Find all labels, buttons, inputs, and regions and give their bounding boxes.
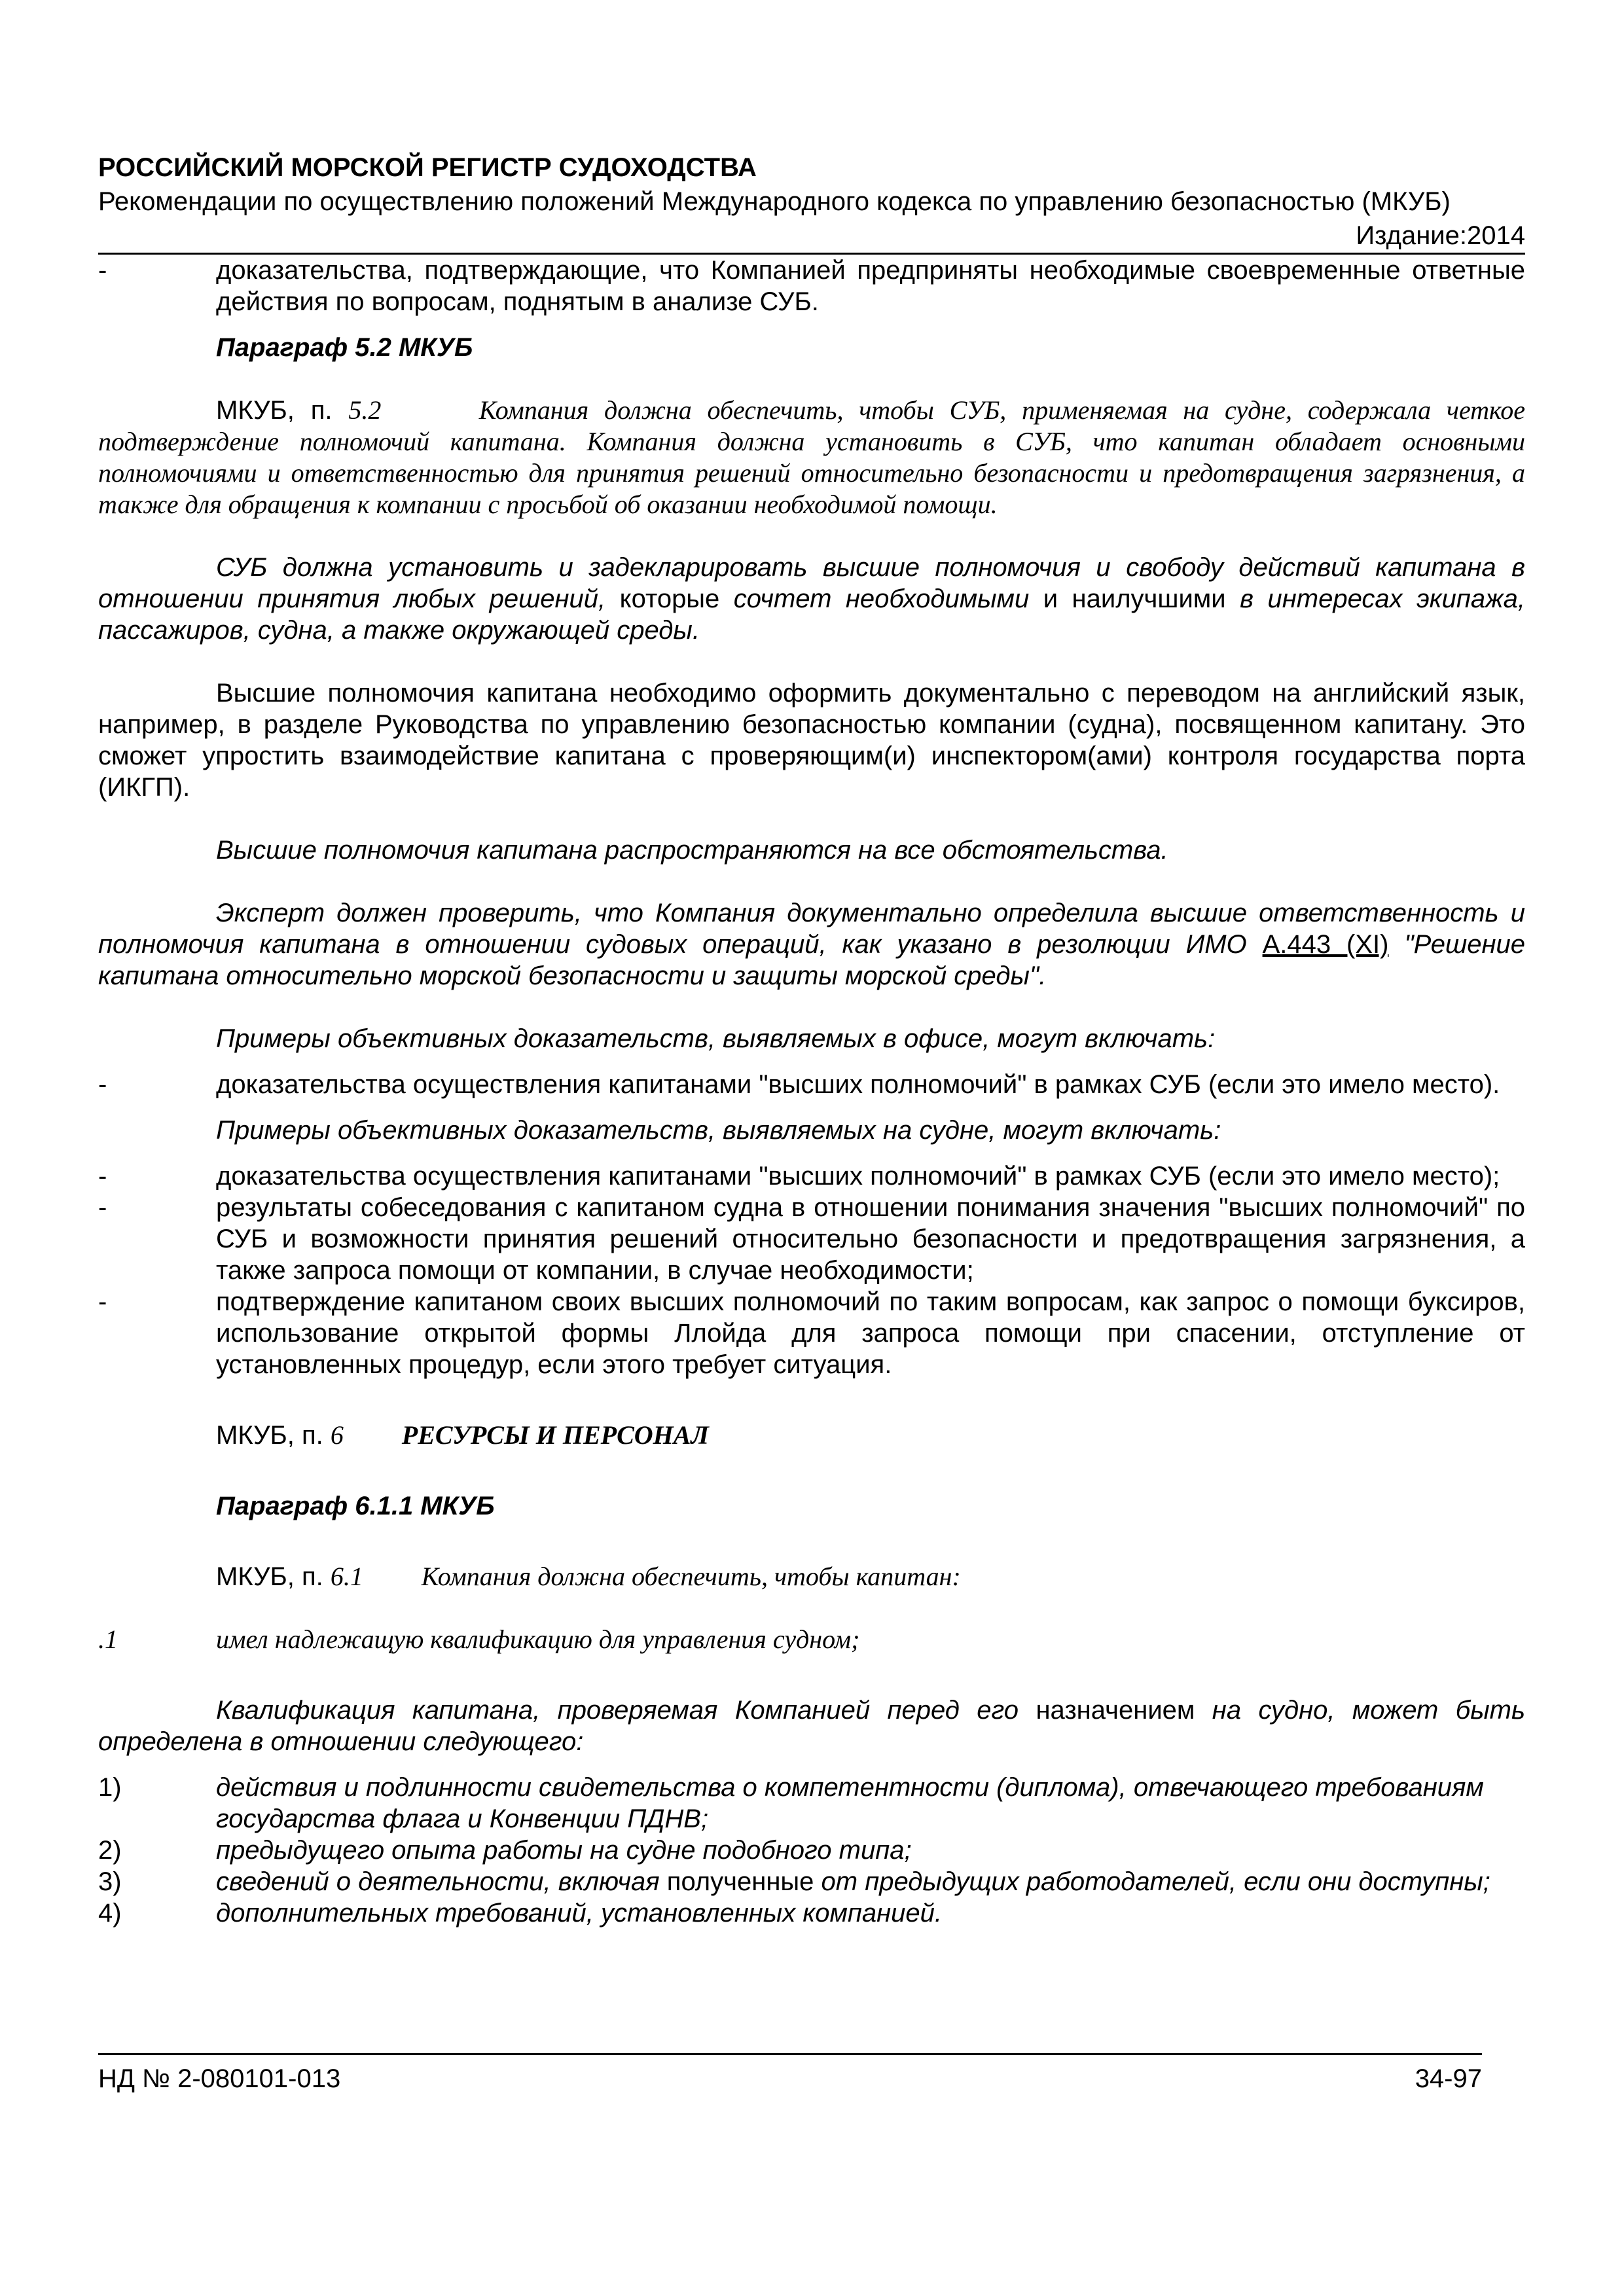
code-ref: МКУБ, п. — [216, 1421, 323, 1450]
expert-text-b: "Решение капитана относительно морской безопасности и защиты морской среды". — [98, 930, 1526, 990]
page-footer — [98, 2053, 1482, 2096]
item-text: предыдущего опыта работы на судне подобного типа; — [216, 1836, 912, 1865]
imo-resolution-link[interactable]: А.443 (XI) — [1262, 930, 1389, 959]
qualification-paragraph — [98, 1695, 1525, 1757]
list-text: результаты собеседования с капитаном судна в отношении понимания значения "высших полномочий" по СУБ и возможности принятия решений относительно безопасности и предотвращения загрязнения, а также запроса помощи от компании, в случае необходимости; — [216, 1193, 1525, 1285]
code-quote-5-2 — [98, 395, 1525, 520]
document-number: НД № 2-080101-013 — [98, 2064, 341, 2093]
code-number: 6 — [330, 1420, 344, 1450]
item-number: 3) — [98, 1867, 122, 1896]
list-marker: - — [98, 1193, 107, 1222]
item-text-b: полученные — [666, 1867, 821, 1896]
code-ref: МКУБ, п. — [216, 396, 333, 425]
ship-evidence-list — [98, 1160, 1525, 1380]
office-evidence-list — [98, 1069, 1525, 1100]
numbered-item — [98, 1897, 1525, 1929]
list-text: доказательства осуществления капитанами "высших полномочий" в рамках СУБ (если это имело место); — [216, 1162, 1500, 1191]
suv-text-d: и наилучшими — [1029, 584, 1240, 613]
list-marker: - — [98, 1070, 107, 1099]
item-number: 4) — [98, 1899, 122, 1928]
list-item — [98, 1286, 1525, 1380]
numbered-item — [98, 1866, 1525, 1897]
code-item-text: имел надлежащую квалификацию для управления судном; — [216, 1624, 860, 1654]
suv-text-a: СУБ должна установить и задекларировать высшие полномочия и свободу действий капитана в отношении принятия любых решений, — [98, 553, 1525, 613]
qualification-list — [98, 1772, 1525, 1929]
item-text: дополнительных требований, установленных компанией. — [216, 1899, 943, 1928]
code-item-marker: .1 — [98, 1624, 118, 1654]
edition-label: Издание:2014 — [1356, 221, 1525, 250]
item-number: 1) — [98, 1773, 122, 1802]
qualification-text-b: назначением — [1036, 1696, 1195, 1725]
suv-text-b: которые — [605, 584, 734, 613]
list-marker: - — [98, 1162, 107, 1191]
numbered-item — [98, 1835, 1525, 1866]
list-item — [98, 1160, 1525, 1192]
paragraph-6-1-1-heading: Параграф 6.1.1 МКУБ — [216, 1492, 495, 1520]
code-number: 6.1 — [330, 1562, 363, 1591]
document-subtitle: Рекомендации по осуществлению положений Международного кодекса по управлению безопасностью (МКУБ) — [98, 187, 1451, 216]
list-item — [98, 255, 1525, 317]
document-requirement-paragraph: Высшие полномочия капитана необходимо оформить документально с переводом на английский язык, например, в разделе Руководства по управлению безопасностью компании (судна), посвященном капитану. Это сможет упростить взаимодействие капитана с проверяющим(и) инспектором(ами) контроля государства порта (ИКГП). — [98, 679, 1525, 802]
code-item — [98, 1624, 1525, 1655]
item-text-c: от предыдущих работодателей, если они доступны; — [821, 1867, 1490, 1896]
suv-text-c: сочтет необходимыми — [733, 584, 1030, 613]
item-number: 2) — [98, 1836, 122, 1865]
section-title: РЕСУРСЫ И ПЕРСОНАЛ — [401, 1420, 709, 1450]
item-text: действия и подлинности свидетельства о компетентности (диплома), отвечающего требованиям государства флага и Конвенции ПДНВ; — [216, 1773, 1484, 1833]
code-number: 5.2 — [348, 395, 382, 425]
suv-text-e: в интересах экипажа, пассажиров, судна, а также окружающей среды. — [98, 584, 1526, 645]
list-text: подтверждение капитаном своих высших полномочий по таким вопросам, как запрос о помощи буксиров, использование открытой формы Ллойда для запроса помощи при спасении, отступление от установленных процедур, если этого требует ситуация. — [216, 1287, 1525, 1379]
item-text — [216, 1866, 1525, 1897]
code-quote-6-1 — [98, 1561, 1525, 1592]
code-ref: МКУБ, п. — [216, 1562, 323, 1591]
qualification-text-c: на судно, может быть определена в отношении следующего: — [98, 1696, 1525, 1756]
qualification-text-a: Квалификация капитана, проверяемая Компанией перед его — [216, 1696, 1036, 1725]
code-text: Компания должна обеспечить, чтобы капитан: — [421, 1562, 961, 1591]
expert-text-a: Эксперт должен проверить, что Компания документально определила высшие ответственность и полномочия капитана в отношении судовых операций, как указано в резолюции ИМО — [98, 899, 1525, 959]
item-text-a: сведений о деятельности, включая — [216, 1867, 667, 1896]
expert-paragraph — [98, 897, 1525, 992]
suv-paragraph — [98, 552, 1525, 646]
section-6-heading — [98, 1420, 1525, 1451]
page-content — [98, 151, 1525, 1929]
paragraph-5-2-heading: Параграф 5.2 МКУБ — [216, 333, 473, 362]
all-circumstances-paragraph: Высшие полномочия капитана распространяются на все обстоятельства. — [216, 836, 1168, 865]
list-marker: - — [98, 256, 107, 285]
code-text: Компания должна обеспечить, чтобы СУБ, применяемая на судне, содержала четкое подтверждение полномочий капитана. Компания должна установить в СУБ, что капитан обладает основными полномочиями и ответственностью для принятия решений относительно безопасности и предотвращения загрязнения, а также для обращения к компании с просьбой об оказании необходимой помощи. — [98, 395, 1525, 519]
ship-evidence-intro: Примеры объективных доказательств, выявляемых на судне, могут включать: — [216, 1116, 1221, 1145]
organization-title: РОССИЙСКИЙ МОРСКОЙ РЕГИСТР СУДОХОДСТВА — [98, 153, 757, 182]
list-item — [98, 1069, 1525, 1100]
list-marker: - — [98, 1287, 107, 1316]
list-item — [98, 1192, 1525, 1286]
document-header — [98, 151, 1525, 255]
list-text: доказательства осуществления капитанами "высших полномочий" в рамках СУБ (если это имело место). — [216, 1070, 1500, 1099]
numbered-item — [98, 1772, 1525, 1835]
footer-divider — [98, 2053, 1482, 2055]
page-number: 34-97 — [1415, 2064, 1482, 2093]
office-evidence-intro: Примеры объективных доказательств, выявляемых в офисе, могут включать: — [216, 1024, 1216, 1053]
list-text: доказательства, подтверждающие, что Компанией предприняты необходимые своевременные ответные действия по вопросам, поднятым в анализе СУБ. — [216, 256, 1525, 316]
